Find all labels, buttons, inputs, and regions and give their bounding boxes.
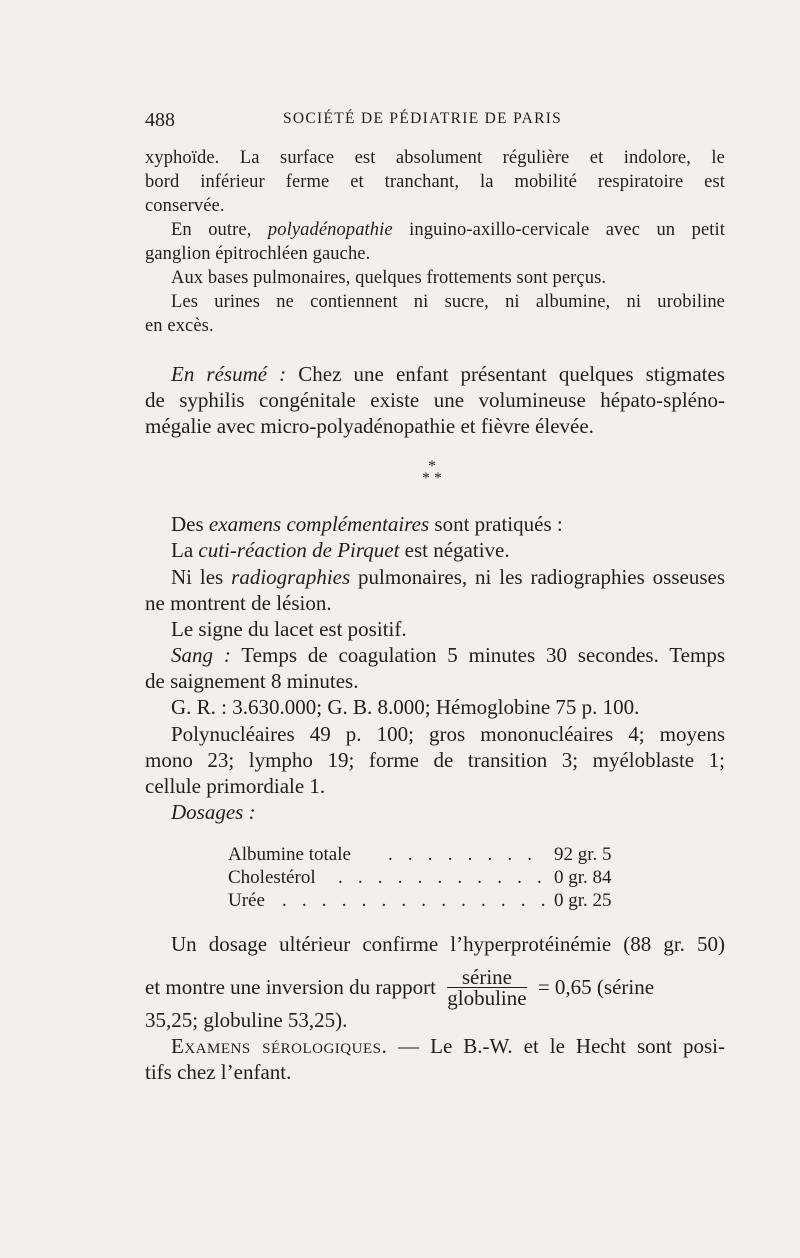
text-line: de saignement 8 minutes. [145,669,359,693]
text-line: cellule primordiale 1. [145,774,326,798]
page-header [145,109,725,135]
small-caps-heading: Examens sérologiques. [171,1034,388,1058]
text-line: Sang : Temps de coagulation 5 minutes 30 secondes. Temps [171,643,725,667]
text-line: Des examens complémentaires sont pratiqués : [171,512,563,536]
asterism-top: * [428,458,436,475]
text-line-fraction: et montre une inversion du rapport $\frac{\text{sérine}}{\text{globuline}}$ = 0,65 (sérine [145,964,655,1010]
asterism-bottom: * * [422,470,442,487]
italic-term: polyadénopathie [267,220,393,240]
text-line: xyphoïde. La surface est absolument régulière et indolore, le [145,148,725,168]
dosage-name: Urée [228,890,265,911]
leader-dots: . . . . . . . . [388,844,538,865]
fraction-denominator: globuline [447,985,527,1010]
text-line: tifs chez l’enfant. [145,1060,292,1084]
text-line: En outre, polyadénopathie inguino-axillo-cervicale avec un petit [171,220,725,240]
italic-term: Sang : [171,643,231,667]
text-line: En résumé : Chez une enfant présentant quelques stigmates [171,362,725,386]
text-line: La cuti-réaction de Pirquet est négative. [171,538,510,562]
dosage-name: Albumine totale [228,844,351,865]
dosage-value: 0 gr. 84 [554,867,612,888]
dosage-value: 92 gr. 5 [554,844,612,865]
leader-dots: . . . . . . . . . . . [338,867,547,888]
text-line: en excès. [145,316,214,336]
text-line: bord inférieur ferme et tranchant, la mobilité respiratoire est [145,172,725,192]
text-line: Aux bases pulmonaires, quelques frottements sont perçus. [171,268,607,288]
text-line: Un dosage ultérieur confirme l’hyperprotéinémie (88 gr. 50) [171,932,725,956]
text-line: Polynucléaires 49 p. 100; gros mononucléaires 4; moyens [171,722,725,746]
text-line: 35,25; globuline 53,25). [145,1008,348,1032]
text-line: mégalie avec micro-polyadénopathie et fièvre élevée. [145,414,594,438]
running-title: SOCIÉTÉ DE PÉDIATRIE DE PARIS [283,110,563,127]
italic-term: Dosages : [171,800,256,824]
page-number: 488 [145,109,175,131]
dosage-value: 0 gr. 25 [554,890,612,911]
text-line: Examens sérologiques. — Le B.-W. et le Hecht sont posi- [171,1034,725,1058]
text-line: ganglion épitrochléen gauche. [145,244,371,264]
italic-term: radiographies [231,565,351,589]
italic-term: En résumé : [171,362,287,386]
fraction [447,964,527,1010]
italic-term: examens complémentaires [208,512,430,536]
text-line: de syphilis congénitale existe une volumineuse hépato-spléno- [145,388,725,412]
text-line: Ni les radiographies pulmonaires, ni les radiographies osseuses [171,565,726,589]
fraction-numerator: sérine [447,967,526,988]
leader-dots: . . . . . . . . . . . . . . [282,890,551,911]
text-line: Le signe du lacet est positif. [171,617,407,641]
text-line: mono 23; lympho 19; forme de transition 3; myéloblaste 1; [145,748,725,772]
text-line: ne montrent de lésion. [145,591,332,615]
dosage-name: Cholestérol [228,867,316,888]
italic-term: cuti-réaction de Pirquet [198,538,400,562]
text-line: Les urines ne contiennent ni sucre, ni albumine, ni urobiline [171,292,725,312]
text-line [171,800,725,824]
text-line: conservée. [145,196,225,216]
text-line: G. R. : 3.630.000; G. B. 8.000; Hémoglobine 75 p. 100. [171,695,640,719]
